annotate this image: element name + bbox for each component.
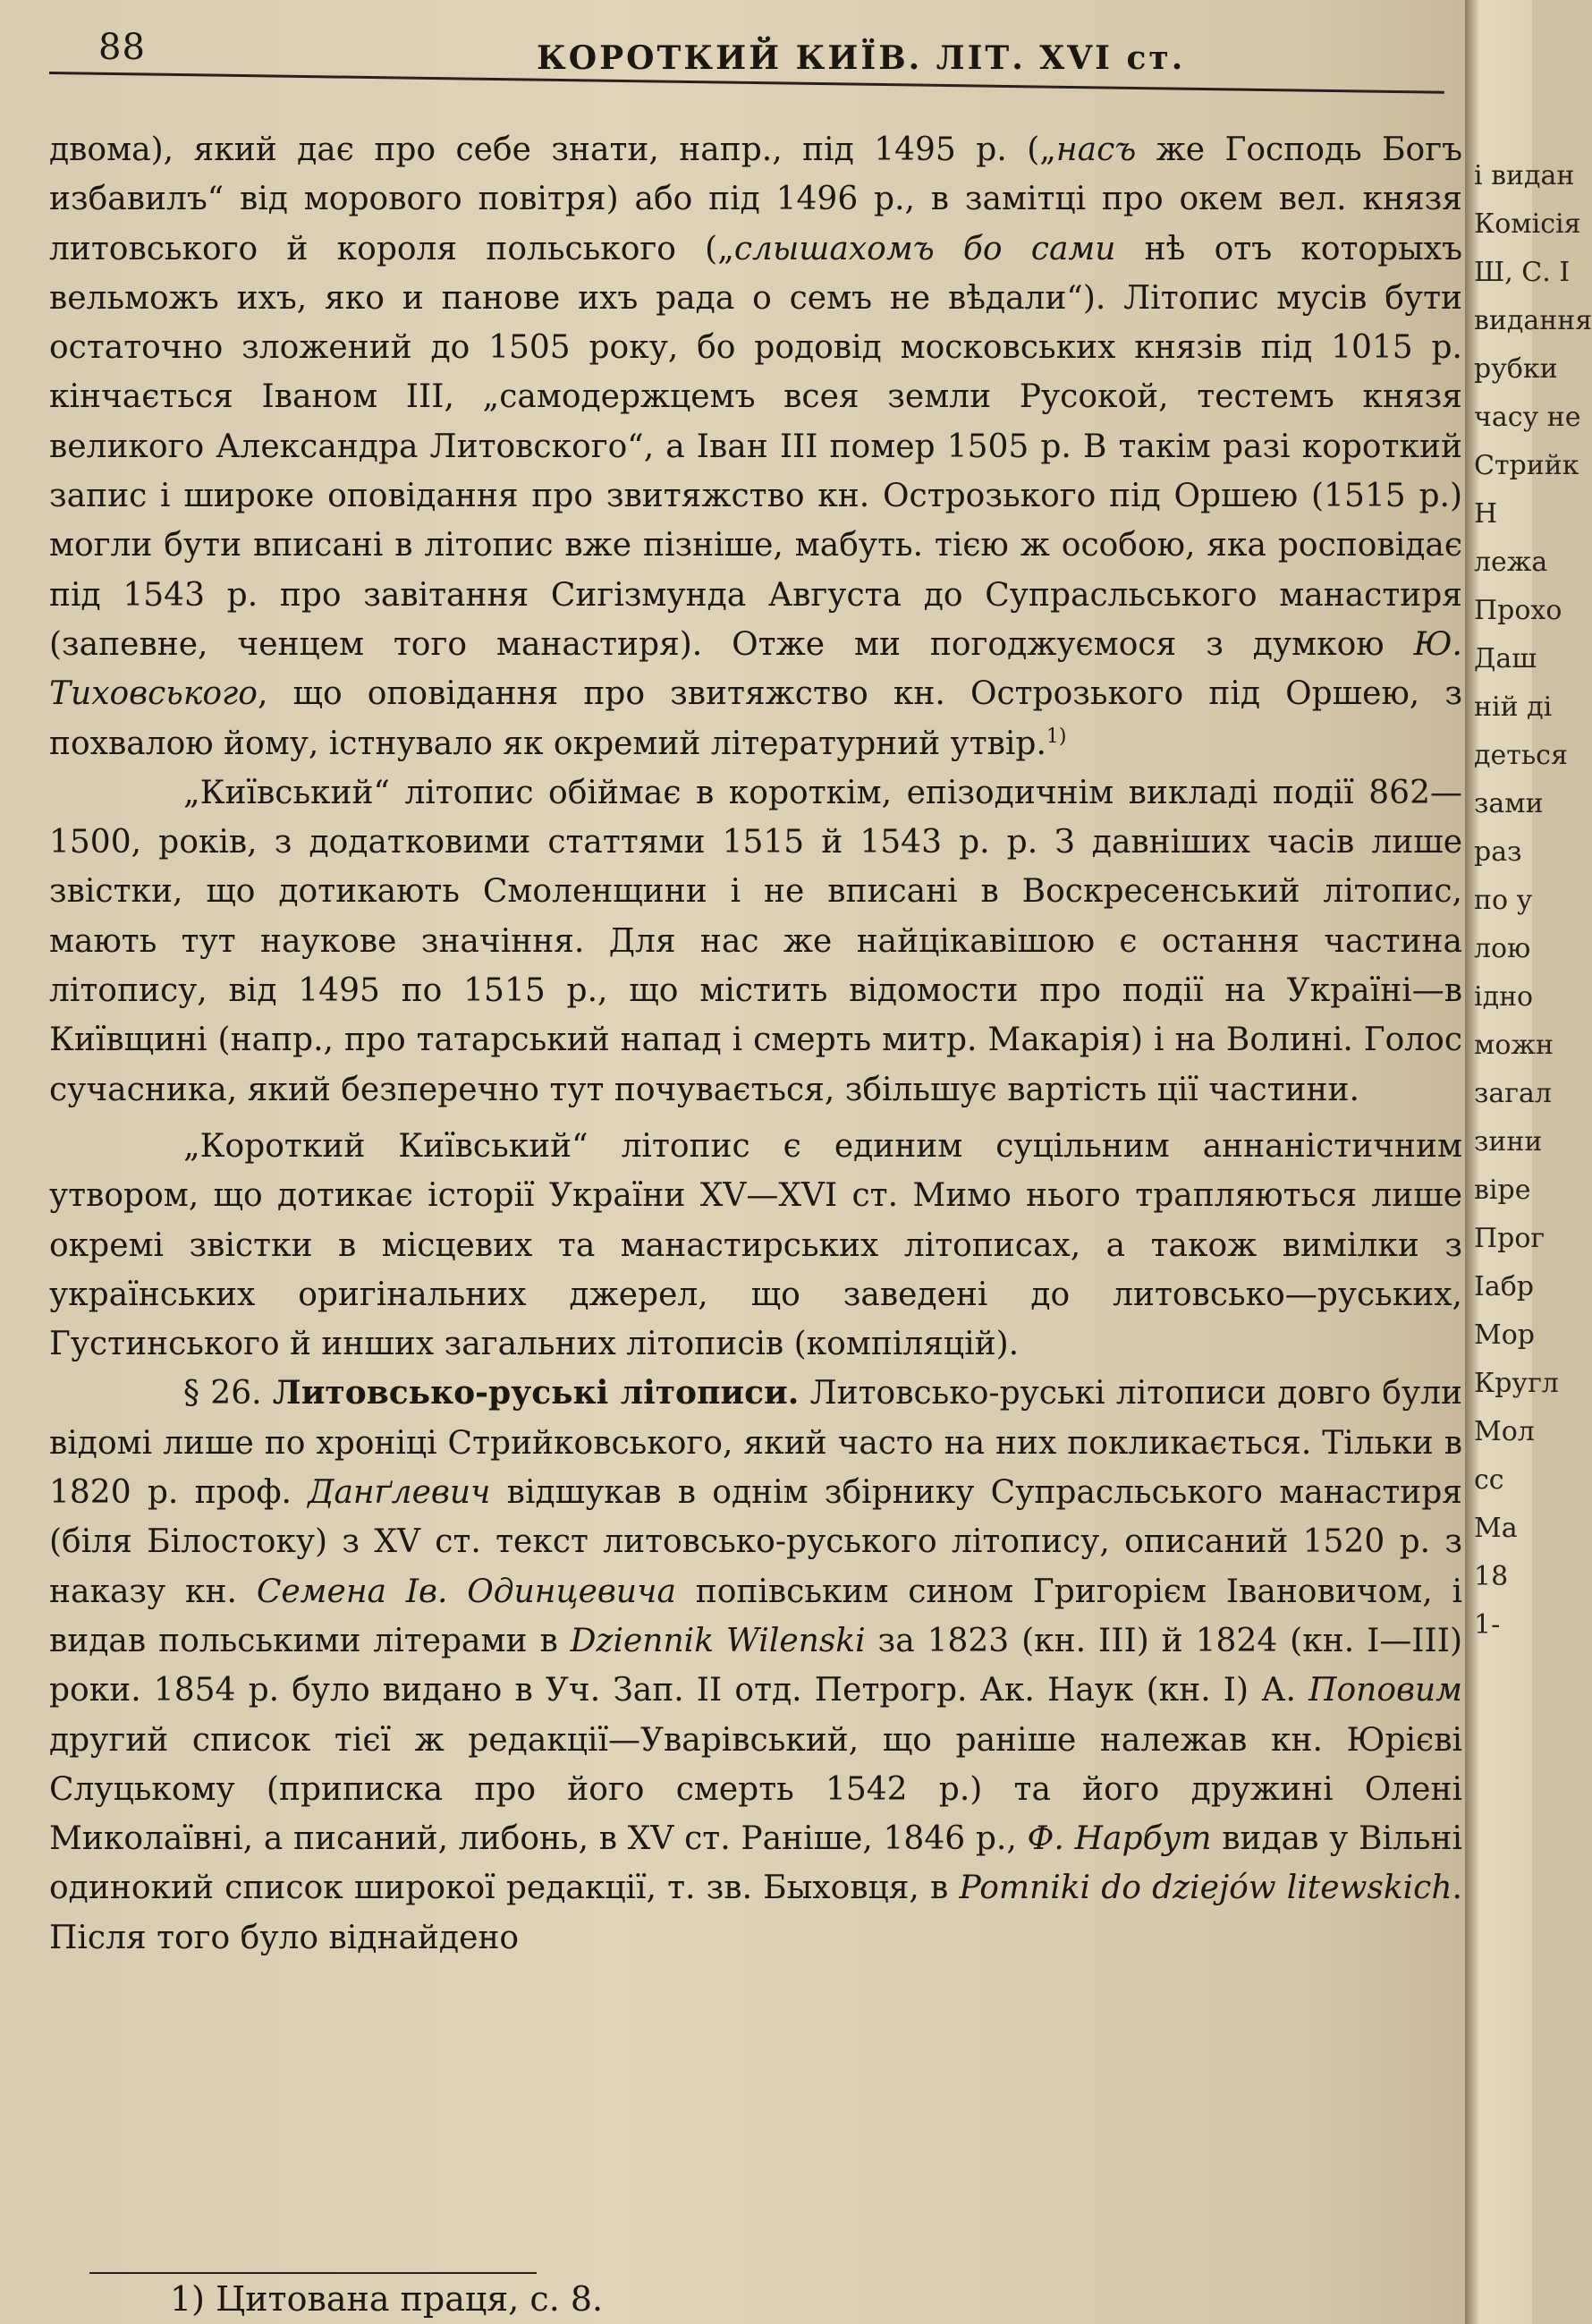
adjacent-page-fragment: Прохо xyxy=(1474,595,1562,626)
adjacent-page-fragment: раз xyxy=(1474,836,1522,868)
text-run: нѣ отъ которыхъ вельможъ ихъ, яко и панове ихъ рада о семъ не вѣдали“). Літопис мусів бути остаточно зложений до 1505 року, бо родовід московських князів під 1015 р. кінчається Іваном III, „самодержцемъ всея земли Русокой, тестемъ князя великого Александра Литовского“, а Іван III помер 1505 р. В такім разі короткий запис і широке оповідання про звитяжство кн. Острозького під Оршею (1515 р.) могли бути вписані в літопис вже пізніше, мабуть. тією ж особою, яка росповідає під 1543 р. про завітання Сигізмунда Августа до Супрасльського манастиря (запевне, ченцем того манастиря). Отже ми погоджуємося з думкою xyxy=(49,230,1463,663)
adjacent-page-fragment: часу не xyxy=(1474,402,1581,433)
adjacent-page-fragment: Мол xyxy=(1474,1416,1535,1447)
adjacent-page-fragment: 1- xyxy=(1474,1609,1501,1641)
page-header xyxy=(54,27,1449,81)
text-run: , що оповідання про звитяжство кн. Острозького під Оршею, з похвалою йому, істнувало як окремий літературний утвір. xyxy=(49,675,1462,762)
adjacent-page-fragment: Прог xyxy=(1474,1223,1545,1254)
adjacent-page-fragment: рубки xyxy=(1474,353,1558,385)
person-name: Семена Ів. Одинцевича xyxy=(256,1573,676,1610)
paragraph-section-26 xyxy=(49,1369,1462,1963)
body-text xyxy=(49,125,1462,1963)
paragraph-2: „Київський“ літопис обіймає в короткім, епізодичнім викладі події 862—1500, років, з додатковими статтями 1515 й 1543 р. р. З давніших часів лише звістки, що дотикають Смоленщини і не вписані в Воскресенський літопис, мають тут наукове значіння. Для нас же найцікавішою є остання частина літопису, від 1495 по 1515 р., що містить відомости про події на Україні—в Київщині (напр., про татарський напад і смерть митр. Макарія) і на Волині. Голос сучасника, який безперечно тут почувається, збільшує вартість ції частини. xyxy=(49,774,1462,1108)
adjacent-page-fragment: лежа xyxy=(1474,547,1548,578)
author-name: Ф. Нарбут xyxy=(1027,1820,1212,1858)
paragraph-3: „Короткий Київський“ літопис є единим суцільним аннаністичним утвором, що дотикає історії України XV—XVI ст. Мимо нього трапляються лише окремі звістки в місцевих та манастирських літописах, а також вимілки з українських оригінальних джерел, що заведені до литовсько—руських, Густинського й инших загальних літописів (компіляцій). xyxy=(49,1127,1462,1363)
text-run: . Після того було віднайдено xyxy=(49,1870,1462,1956)
section-title: Литовсько-руські літописи. xyxy=(272,1374,800,1412)
page-number: 88 xyxy=(98,27,146,68)
adjacent-page-fragment: віре xyxy=(1474,1175,1531,1206)
adjacent-page-fragment: по у xyxy=(1474,885,1533,916)
author-name: Ю. Тиховського xyxy=(49,625,1462,713)
adjacent-page-fragment: зами xyxy=(1474,788,1544,819)
running-title: КОРОТКИЙ КИЇВ. ЛІТ. XVI ст. xyxy=(537,39,1186,77)
italic-run: слышахомъ бо сами xyxy=(733,230,1116,267)
publication-title: Dziennik Wilenski xyxy=(570,1622,866,1659)
adjacent-page-fragment: Ма xyxy=(1474,1513,1518,1544)
text-run: двома), який дає про себе знати, напр., під 1495 р. („ xyxy=(49,131,1056,168)
adjacent-page-fragment: загал xyxy=(1474,1078,1552,1109)
footnote-rule xyxy=(89,2272,537,2274)
adjacent-page-fragment: Мор xyxy=(1474,1319,1535,1351)
text-run: Литовсько-руські літописи довго були відомі лише по хроніці Стрийковського, який часто на них покликається. Тільки в 1820 р. проф. xyxy=(49,1375,1462,1512)
adjacent-page-fragment: Іабр xyxy=(1474,1271,1535,1302)
adjacent-page-fragment: Комісія xyxy=(1474,208,1581,240)
text-run: за 1823 (кн. III) й 1824 (кн. I—III) роки. 1854 р. було видано в Уч. Зап. II отд. Петрогр. Ак. Наук (кн. I) А. xyxy=(49,1622,1462,1709)
adjacent-page-fragment: Стрийк xyxy=(1474,450,1579,481)
adjacent-page-fragment: лою xyxy=(1474,933,1531,964)
adjacent-page-fragment: Даш xyxy=(1474,643,1537,674)
publication-title: Pomniki do dziejów litewskich xyxy=(959,1870,1452,1907)
text-run: попівським сином Григорієм Івановичом, і видав польськими літерами в xyxy=(49,1573,1462,1659)
adjacent-page-fragment: зини xyxy=(1474,1126,1543,1158)
adjacent-page-fragment: Ш, С. I xyxy=(1474,257,1571,288)
author-name: Поповим xyxy=(1308,1672,1462,1709)
text-run: видав у Вільні одинокий список широкої редакції, т. зв. Быховця, в xyxy=(49,1820,1462,1907)
adjacent-page-fragment: видання xyxy=(1474,305,1592,336)
text-run: же Господь Богъ избавилъ“ від морового повітря) або під 1496 р., в замітці про окем вел. князя литовського й короля польського („ xyxy=(49,131,1462,267)
adjacent-page-fragment: Н xyxy=(1474,498,1498,530)
footnote: 1) Цитована праця, с. 8. xyxy=(170,2279,604,2319)
footnote-marker: 1) xyxy=(1046,725,1067,748)
adjacent-page-fragment: Кругл xyxy=(1474,1368,1559,1399)
paragraph-1 xyxy=(49,125,1462,768)
author-name: Данґлевич xyxy=(308,1474,491,1512)
adjacent-page-fragment: деться xyxy=(1474,740,1568,771)
adjacent-page-fragment: 18 xyxy=(1474,1561,1509,1592)
adjacent-page-fragment: ідно xyxy=(1474,981,1534,1013)
text-run: відшукав в однім збірнику Супрасльського манастиря (біля Білостоку) з XV ст. текст литовсько-руського літопису, описаний 1520 р. з наказу кн. xyxy=(49,1474,1462,1610)
adjacent-page-fragment: сс xyxy=(1474,1464,1504,1496)
italic-run: насъ xyxy=(1055,131,1137,168)
adjacent-page-edge xyxy=(1465,0,1592,2324)
adjacent-page-fragment: і видан xyxy=(1474,160,1575,191)
text-run: другий список тієї ж редакції—Уварівський, що раніше належав кн. Юрієві Слуцькому (приписка про його смерть 1542 р.) та його дружині Олені Миколаївні, а писаний, либонь, в XV ст. Раніше, 1846 р., xyxy=(49,1721,1462,1858)
adjacent-page-fragment: можн xyxy=(1474,1030,1554,1061)
adjacent-page-fragment: ній ді xyxy=(1474,691,1553,723)
section-number: § 26. xyxy=(183,1375,262,1412)
